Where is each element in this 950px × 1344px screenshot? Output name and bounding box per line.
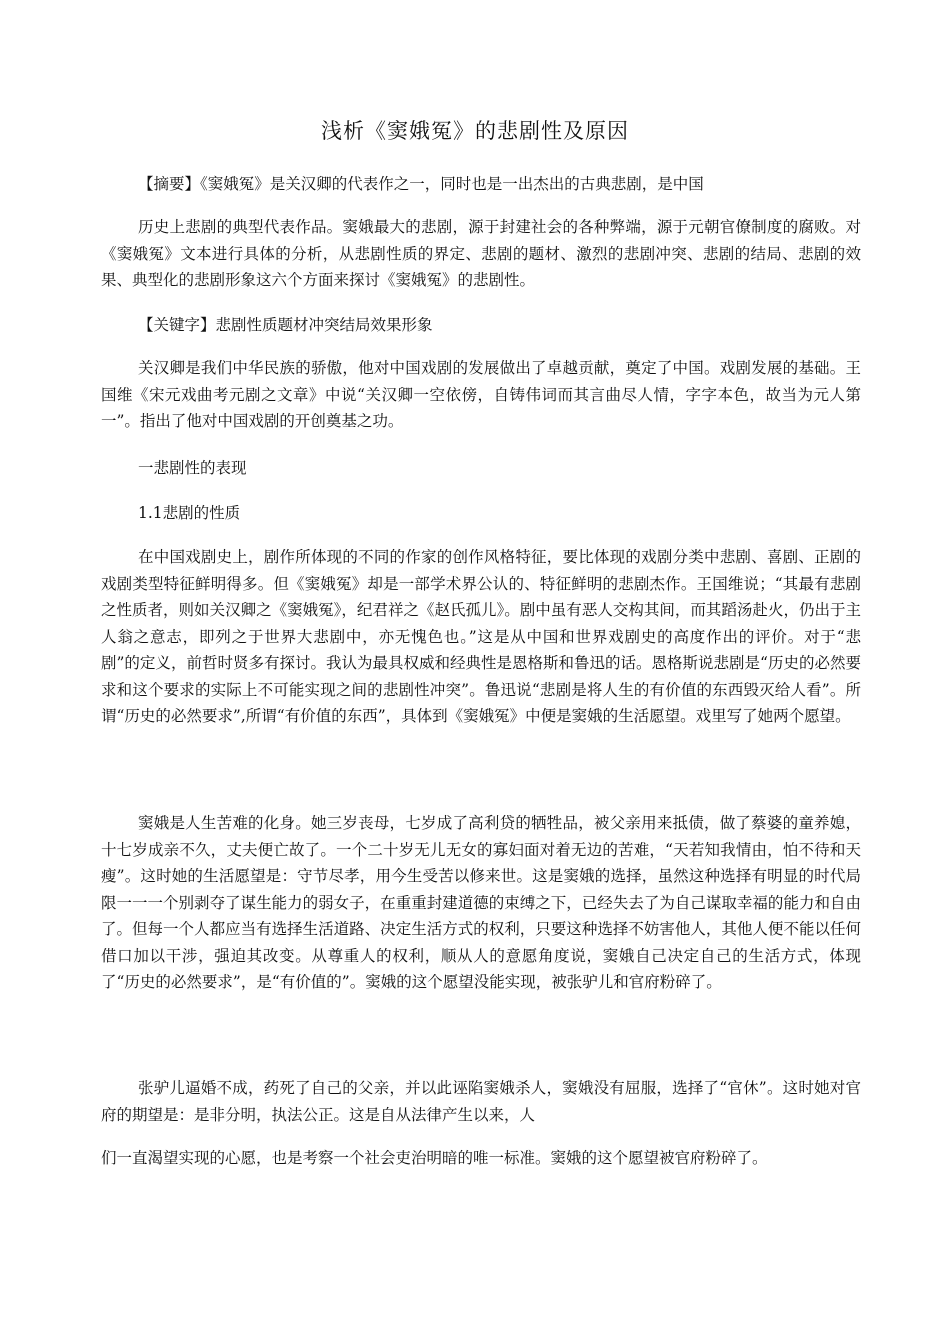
- body-paragraph-3: 张驴儿逼婚不成，药死了自己的父亲，并以此诬陷窦娥杀人，窦娥没有屈服，选择了“官休”。这时她对官府的期望是：是非分明，执法公正。这是自从法律产生以来，人: [101, 1079, 861, 1124]
- section-heading: 一悲剧性的表现: [138, 459, 247, 477]
- body-paragraph-2: 窦娥是人生苦难的化身。她三岁丧母，七岁成了高利贷的牺牲品，被父亲用来抵债，做了蔡婆的童养媳，十七岁成亲不久，丈夫便亡故了。一个二十岁无儿无女的寡妇面对着无边的苦难，“天若知我情由，怕不待和天瘦”。这时她的生活愿望是：守节尽孝，用今生受苦以修来世。这是窦娥的选择，虽然这种选择有明显的时代局限一一一个别剥夺了谋生能力的弱女子，在重重封建道德的束缚之下，已经失去了为自己谋取幸福的能力和自由了。但每一个人都应当有选择生活道路、决定生活方式的权利，只要这种选择不妨害他人，其他人便不能以任何借口加以干涉，强迫其改变。从尊重人的权利，顺从人的意愿角度说，窦娥自己决定自己的生活方式，体现了“历史的必然要求”，是“有价值的”。窦娥的这个愿望没能实现，被张驴儿和官府粉碎了。: [101, 814, 861, 991]
- body-paragraph-4: 们一直渴望实现的心愿，也是考察一个社会吏治明暗的唯一标准。窦娥的这个愿望被官府粉碎了。: [101, 1149, 768, 1167]
- intro-paragraph: 关汉卿是我们中华民族的骄傲，他对中国戏剧的发展做出了卓越贡献，奠定了中国。戏剧发展的基础。王国维《宋元戏曲考元剧之文章》中说“关汉卿一空依傍，自铸伟词而其言曲尽人情，字字本色，故当为元人第一”。指出了他对中国戏剧的开创奠基之功。: [101, 359, 861, 430]
- keywords: 【关键字】悲剧性质题材冲突结局效果形象: [138, 316, 433, 334]
- abstract-body: 历史上悲剧的典型代表作品。窦娥最大的悲剧，源于封建社会的各种弊端，源于元朝官僚制度的腐败。对《窦娥冤》文本进行具体的分析，从悲剧性质的界定、悲剧的题材、激烈的悲剧冲突、悲剧的结局、悲剧的效果、典型化的悲剧形象这六个方面来探讨《窦娥冤》的悲剧性。: [101, 218, 861, 289]
- abstract-line-1: 【摘要】《窦娥冤》是关汉卿的代表作之一，同时也是一出杰出的古典悲剧，是中国: [138, 175, 704, 193]
- document-title: 浅析《窦娥冤》的悲剧性及原因: [321, 119, 629, 143]
- subsection-heading: 1.1悲剧的性质: [138, 504, 241, 522]
- body-paragraph-1: 在中国戏剧史上，剧作所体现的不同的作家的创作风格特征，要比体现的戏剧分类中悲剧、喜剧、正剧的戏剧类型特征鲜明得多。但《窦娥冤》却是一部学术界公认的、特征鲜明的悲剧杰作。王国维说；“其最有悲剧之性质者，则如关汉卿之《窦娥冤》，纪君祥之《赵氏孤儿》。剧中虽有恶人交构其间，而其蹈汤赴火，仍出于主人翁之意志，即列之于世界大悲剧中，亦无愧色也。”这是从中国和世界戏剧史的高度作出的评价。对于“悲剧”的定义，前哲时贤多有探讨。我认为最具权威和经典性是恩格斯和鲁迅的话。恩格斯说悲剧是“历史的必然要求和这个要求的实际上不可能实现之间的悲剧性冲突”。鲁迅说“悲剧是将人生的有价值的东西毁灭给人看”。所谓“历史的必然要求”,所谓“有价值的东西”，具体到《窦娥冤》中便是窦娥的生活愿望。戏里写了她两个愿望。: [101, 548, 861, 725]
